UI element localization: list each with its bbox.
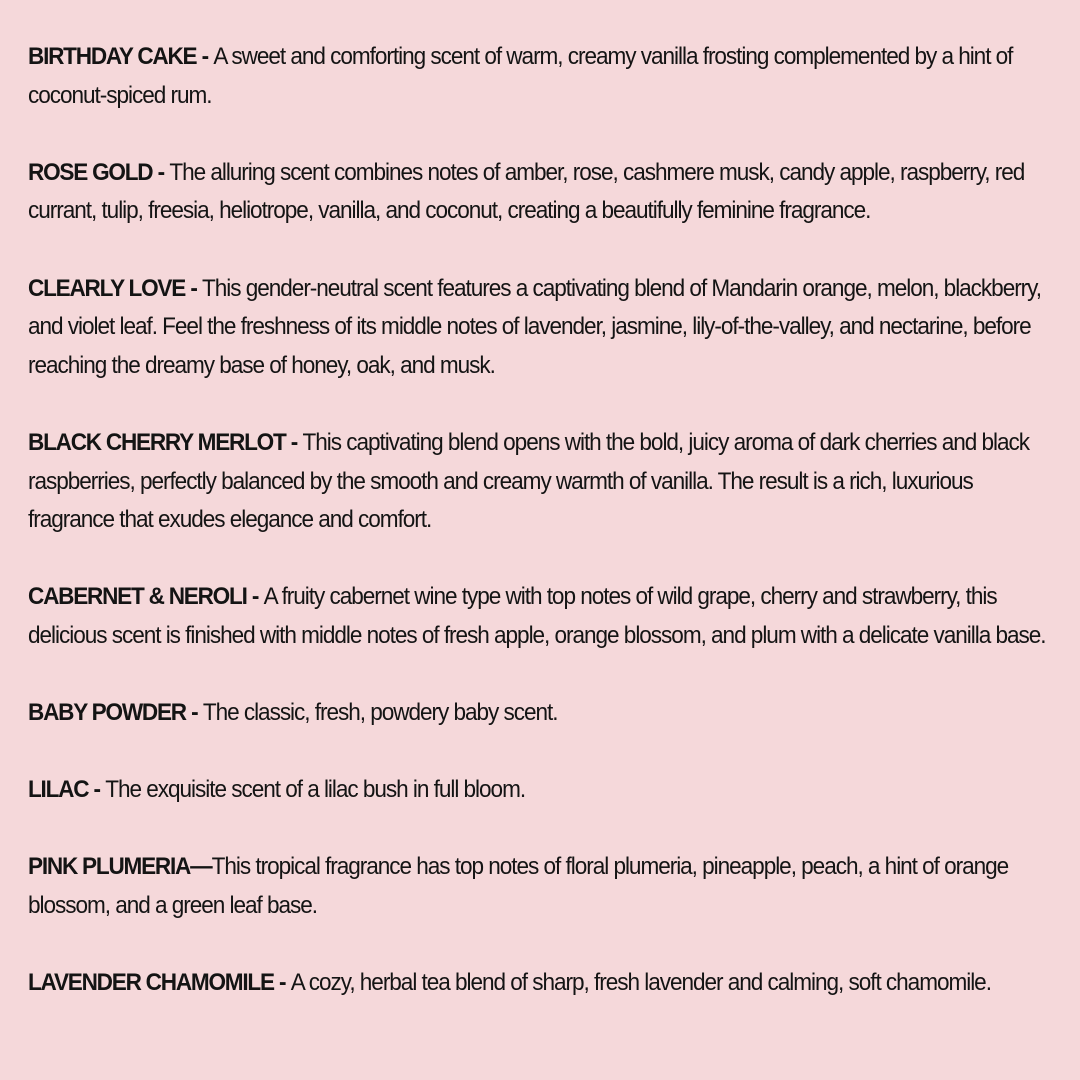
scent-item-black-cherry-merlot xyxy=(28,424,1057,540)
scent-separator: - xyxy=(152,158,170,186)
scent-separator: - xyxy=(88,776,106,804)
scent-description: This tropical fragrance has top notes of floral plumeria, pineapple, peach, a hint of orange blossom, and a green leaf base. xyxy=(28,853,1009,920)
scent-description: The alluring scent combines notes of amber, rose, cashmere musk, candy apple, raspberry, red currant, tulip, freesia, heliotrope, vanilla, and coconut, creating a beautifully feminine fragrance. xyxy=(28,158,1025,225)
scent-item-clearly-love xyxy=(28,270,1057,386)
scent-description: A fruity cabernet wine type with top notes of wild grape, cherry and strawberry, this delicious scent is finished with middle notes of fresh apple, orange blossom, and plum with a delicate vanilla base. xyxy=(28,583,1046,649)
scent-separator: - xyxy=(246,583,264,611)
scent-description: The classic, fresh, powdery baby scent. xyxy=(202,699,558,727)
scent-separator: - xyxy=(273,969,291,997)
scent-name: BIRTHDAY CAKE xyxy=(28,43,197,70)
scent-name: CLEARLY LOVE xyxy=(28,274,186,302)
scent-name: ROSE GOLD xyxy=(28,158,153,186)
scent-name: PINK PLUMERIA xyxy=(28,853,191,881)
scent-separator: - xyxy=(185,699,203,727)
scent-item-pink-plumeria xyxy=(28,848,1057,925)
scent-description: A sweet and comforting scent of warm, creamy vanilla frosting complemented by a hint of coconut-spiced rum. xyxy=(28,43,1013,109)
scent-separator: - xyxy=(285,428,303,456)
scent-separator: - xyxy=(196,43,214,70)
scent-item-cabernet-neroli xyxy=(28,578,1057,655)
scent-name: LILAC xyxy=(28,776,89,804)
scent-description: A cozy, herbal tea blend of sharp, fresh lavender and calming, soft chamomile. xyxy=(290,969,991,997)
scent-separator: — xyxy=(190,853,212,881)
scent-item-lavender-chamomile xyxy=(28,964,1057,1003)
scent-description: The exquisite scent of a lilac bush in full bloom. xyxy=(105,776,526,804)
scent-separator: - xyxy=(185,274,203,302)
scent-name: BABY POWDER xyxy=(28,699,186,727)
scent-item-birthday-cake xyxy=(28,38,1057,115)
scent-description: This gender-neutral scent features a captivating blend of Mandarin orange, melon, blackberry, and violet leaf. Feel the freshness of its middle notes of lavender, jasmine, lily-of-the-valley, and nectarine, before reaching the dreamy base of honey, oak, and musk. xyxy=(28,274,1041,379)
scent-description: This captivating blend opens with the bold, juicy aroma of dark cherries and black raspberries, perfectly balanced by the smooth and creamy warmth of vanilla. The result is a rich, luxurious fragrance that exudes elegance and comfort. xyxy=(28,428,1030,534)
scent-name: CABERNET & NEROLI xyxy=(28,583,247,611)
scent-list xyxy=(28,38,1058,1003)
scent-item-lilac xyxy=(28,771,1057,810)
scent-name: LAVENDER CHAMOMILE xyxy=(28,969,274,997)
scent-item-rose-gold xyxy=(28,154,1057,231)
scent-item-baby-powder xyxy=(28,694,1057,733)
scent-name: BLACK CHERRY MERLOT xyxy=(28,428,286,456)
